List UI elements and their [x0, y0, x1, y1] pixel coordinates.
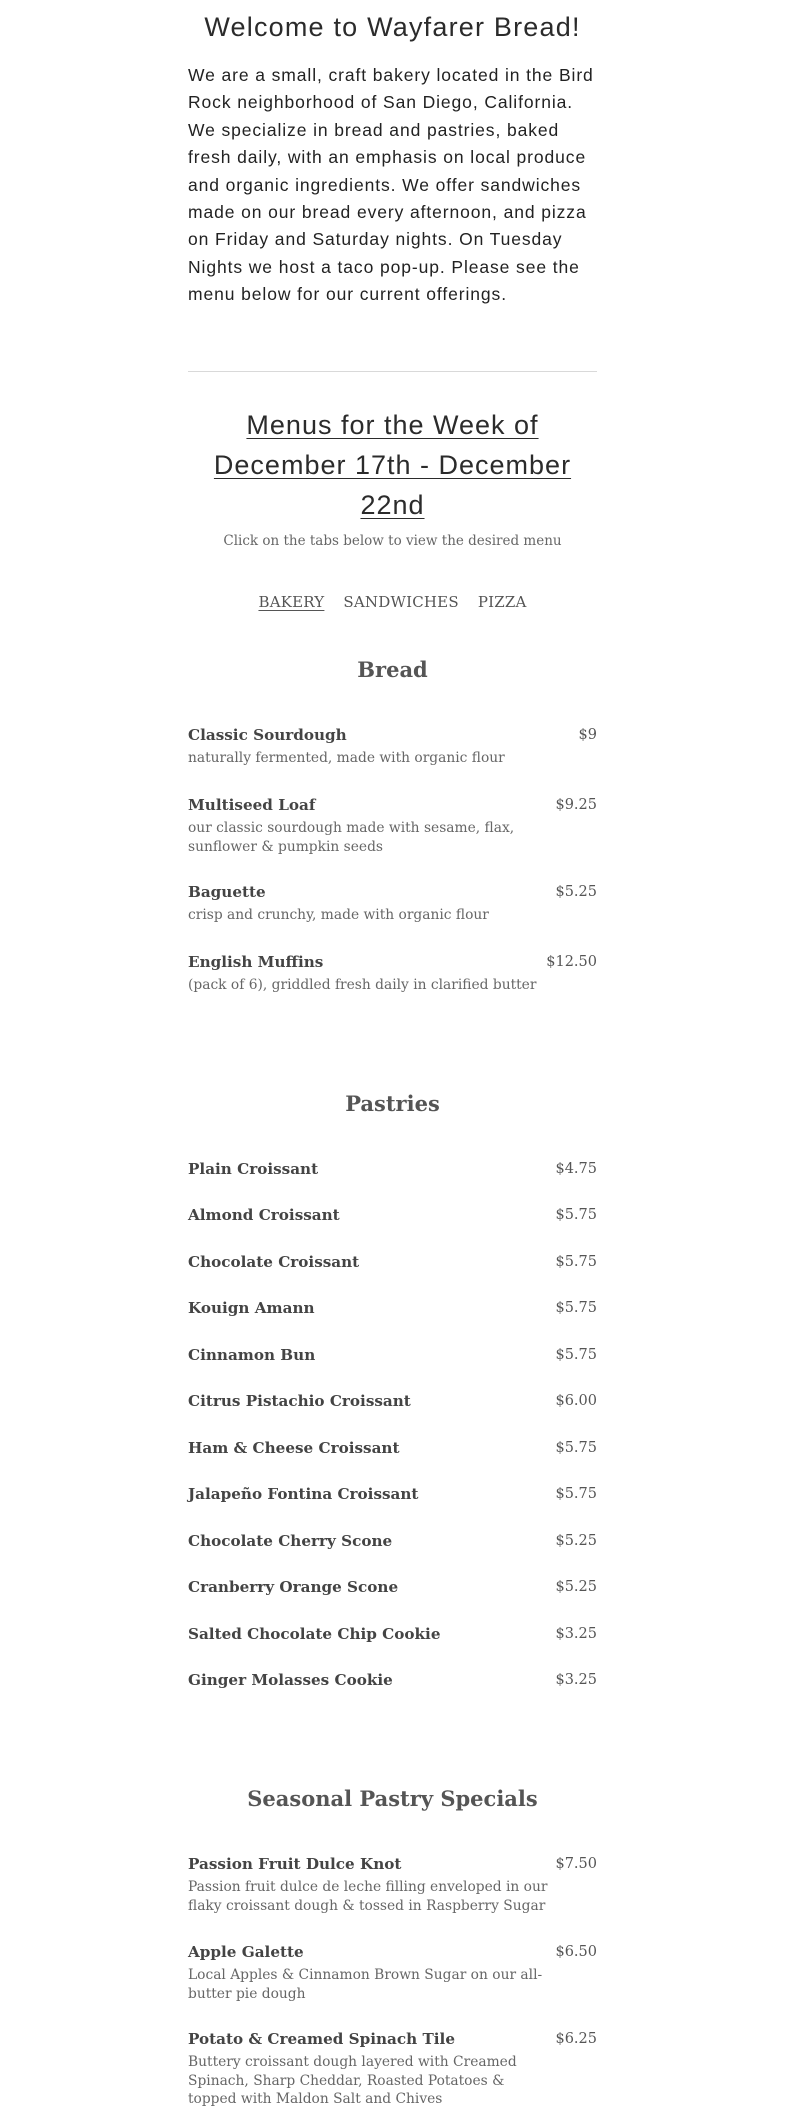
- menu-item: [188, 1391, 597, 1411]
- item-price: $9: [578, 727, 597, 743]
- item-price: $5.25: [555, 884, 597, 900]
- menu-item: [188, 1159, 597, 1179]
- item-price: $3.25: [555, 1626, 597, 1642]
- item-description: Passion fruit dulce de leche filling enveloped in our flaky croissant dough & tossed in Raspberry Sugar: [188, 1879, 548, 1914]
- item-name: Kouign Amann: [188, 1299, 315, 1317]
- menu-item: [188, 1577, 597, 1597]
- tab-bakery[interactable]: BAKERY: [258, 593, 325, 611]
- item-price: $6.50: [555, 1944, 597, 1960]
- item-description: Local Apples & Cinnamon Brown Sugar on our all-butter pie dough: [188, 1967, 543, 2002]
- menu-item: [188, 1531, 597, 1551]
- item-price: $5.25: [555, 1579, 597, 1595]
- menus-title: Menus for the Week of December 17th - December 22nd: [213, 410, 572, 520]
- item-price: $5.75: [555, 1347, 597, 1363]
- menu-item: [188, 1252, 597, 1272]
- item-price: $5.75: [555, 1440, 597, 1456]
- menu-item: [188, 1854, 597, 1915]
- item-price: $5.75: [555, 1207, 597, 1223]
- item-name: Potato & Creamed Spinach Tile: [188, 2030, 455, 2048]
- item-name: Apple Galette: [188, 1943, 304, 1961]
- menu-item: [188, 1484, 597, 1504]
- item-price: $3.25: [555, 1672, 597, 1688]
- item-description: (pack of 6), griddled fresh daily in clarified butter: [188, 977, 537, 993]
- item-description: Buttery croissant dough layered with Creamed Spinach, Sharp Cheddar, Roasted Potatoes & topped with Maldon Salt and Chives: [188, 2054, 517, 2107]
- welcome-title: Welcome to Wayfarer Bread!: [204, 12, 581, 42]
- item-price: $9.25: [555, 797, 597, 813]
- item-description: our classic sourdough made with sesame, flax, sunflower & pumpkin seeds: [188, 820, 515, 855]
- menu-item: [188, 725, 597, 768]
- item-description: crisp and crunchy, made with organic flour: [188, 907, 489, 923]
- item-price: $12.50: [546, 954, 597, 970]
- item-name: Almond Croissant: [188, 1206, 340, 1224]
- menu-item: [188, 795, 597, 856]
- item-price: $5.75: [555, 1254, 597, 1270]
- menu-item: [188, 1624, 597, 1644]
- section-title-specials: Seasonal Pastry Specials: [247, 1786, 538, 1811]
- item-price: $6.25: [555, 2031, 597, 2047]
- item-name: English Muffins: [188, 953, 324, 971]
- item-price: $5.75: [555, 1486, 597, 1502]
- item-price: $5.25: [555, 1533, 597, 1549]
- item-name: Ginger Molasses Cookie: [188, 1671, 393, 1689]
- menu-item: [188, 1438, 597, 1458]
- menu-item: [188, 952, 597, 995]
- menu-item: [188, 2029, 597, 2109]
- section-title-pastries: Pastries: [345, 1091, 440, 1116]
- menus-subtitle: Click on the tabs below to view the desired menu: [223, 533, 562, 549]
- menu-item: [188, 1205, 597, 1225]
- item-name: Plain Croissant: [188, 1160, 319, 1178]
- item-price: $7.50: [555, 1856, 597, 1872]
- item-price: $5.75: [555, 1300, 597, 1316]
- item-name: Ham & Cheese Croissant: [188, 1439, 400, 1457]
- menu-item: [188, 1298, 597, 1318]
- section-title-bread: Bread: [357, 657, 428, 682]
- item-name: Chocolate Croissant: [188, 1253, 360, 1271]
- menu-item: [188, 882, 597, 925]
- intro-paragraph: We are a small, craft bakery located in the Bird Rock neighborhood of San Diego, California. We specialize in bread and pastries, baked fresh daily, with an emphasis on local produce and organic ingredients. We offer sandwiches made on our bread every afternoon, and pizza on Friday and Saturday nights. On Tuesday Nights we host a taco pop-up. Please see the menu below for our current offerings.: [188, 65, 594, 305]
- item-name: Cranberry Orange Scone: [188, 1578, 399, 1596]
- item-name: Baguette: [188, 883, 266, 901]
- menu-item: [188, 1942, 597, 2003]
- menu-tabs: [188, 593, 597, 611]
- item-name: Salted Chocolate Chip Cookie: [188, 1625, 441, 1643]
- menu-item: [188, 1670, 597, 1690]
- item-price: $6.00: [555, 1393, 597, 1409]
- item-name: Jalapeño Fontina Croissant: [188, 1485, 419, 1503]
- item-name: Classic Sourdough: [188, 726, 347, 744]
- menu-item: [188, 1345, 597, 1365]
- item-name: Multiseed Loaf: [188, 796, 316, 814]
- item-price: $4.75: [555, 1161, 597, 1177]
- divider: [188, 371, 597, 372]
- tab-pizza[interactable]: PIZZA: [477, 593, 527, 611]
- item-description: naturally fermented, made with organic flour: [188, 750, 505, 766]
- item-name: Passion Fruit Dulce Knot: [188, 1855, 402, 1873]
- item-name: Citrus Pistachio Croissant: [188, 1392, 411, 1410]
- item-name: Chocolate Cherry Scone: [188, 1532, 393, 1550]
- item-name: Cinnamon Bun: [188, 1346, 316, 1364]
- tab-sandwiches[interactable]: SANDWICHES: [343, 593, 459, 611]
